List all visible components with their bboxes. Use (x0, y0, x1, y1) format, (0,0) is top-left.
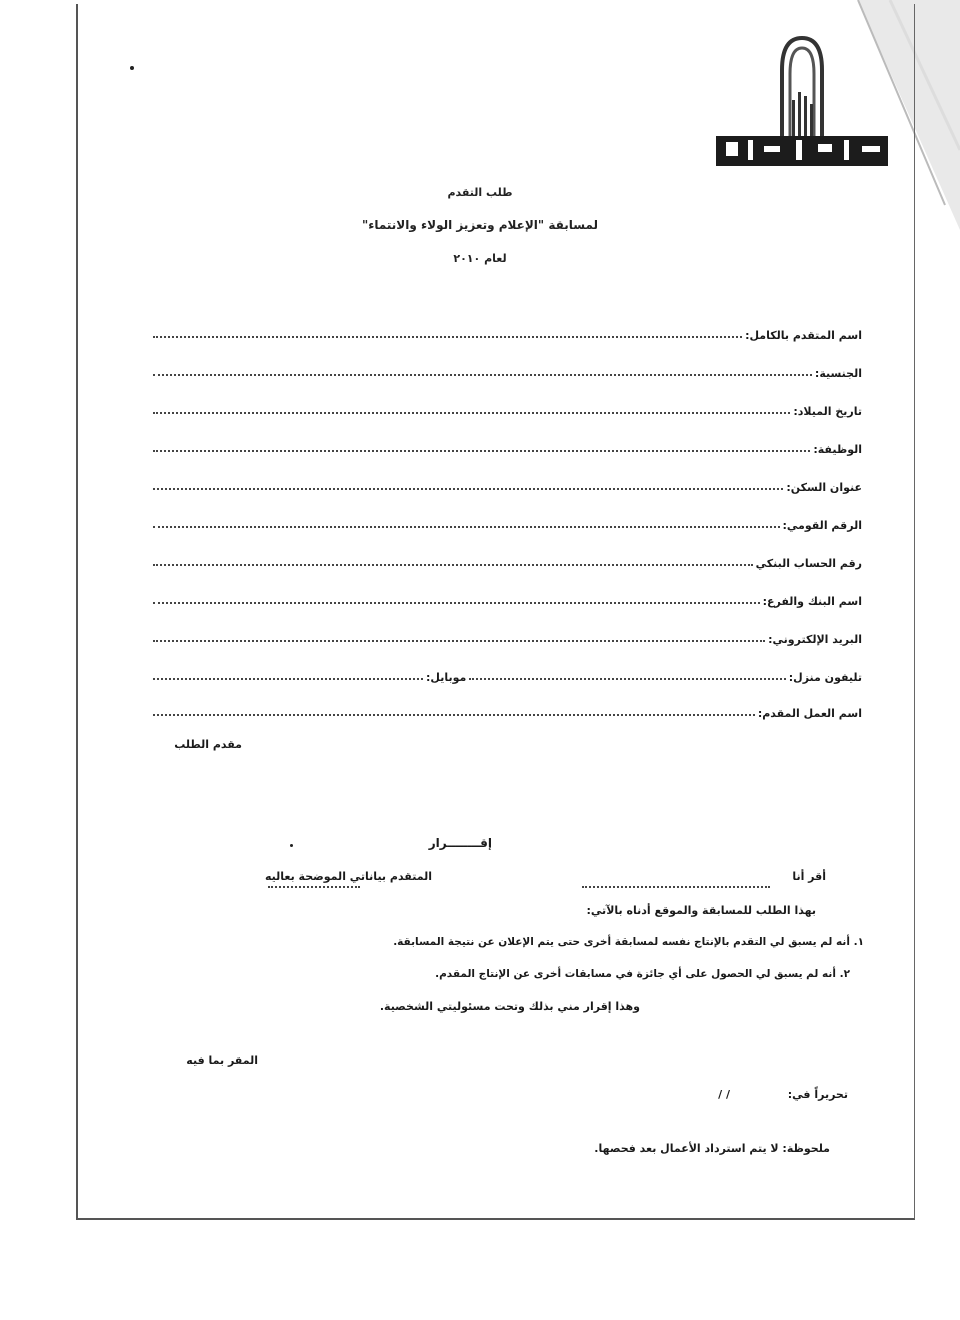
field-label: اسم العمل المقدم: (757, 707, 862, 720)
field-label: تليفون منزل: (788, 671, 862, 684)
field-label: رقم الحساب البنكي (755, 557, 862, 570)
field-label: الرقم القومي: (782, 519, 862, 532)
field-label: اسم المتقدم بالكامل: (745, 329, 862, 342)
field-email[interactable] (150, 626, 862, 646)
declaration-title: إقــــــــرار (428, 836, 492, 850)
declaration-line-continued: المتقدم بياناتي الموضحة بعاليه (264, 870, 432, 883)
competition-year: لعام ٢٠١٠ (453, 252, 507, 265)
field-blank[interactable] (153, 714, 755, 716)
field-phone[interactable] (150, 664, 862, 684)
signer-label: المقر بما فيه (186, 1054, 258, 1067)
scan-speck (290, 844, 293, 847)
field-bank-account[interactable] (150, 550, 862, 570)
date-label: تحريراً في: (787, 1088, 848, 1101)
field-national-id[interactable] (150, 512, 862, 532)
note: ملحوظة: لا يتم استرداد الأعمال بعد فحصها. (594, 1142, 830, 1155)
field-blank[interactable] (153, 336, 742, 338)
declaration-item-2: ٢. أنه لم يسبق لي الحصول على أي جائزة في مسابقات أخرى عن الإنتاج المقدم. (435, 968, 850, 980)
field-label: الجنسية: (814, 367, 862, 380)
field-nationality[interactable] (150, 360, 862, 380)
declaration-line-2: بهذا الطلب للمسابقة والموقع أدناه بالآتي: (586, 904, 816, 917)
field-submitted-work[interactable] (150, 700, 862, 720)
field-label: الوظيفة: (813, 443, 862, 456)
field-blank[interactable] (153, 374, 812, 376)
field-label: عنوان السكن: (786, 481, 862, 494)
field-blank[interactable] (153, 450, 810, 452)
mobile-label: موبايل: (426, 671, 467, 684)
field-full-name[interactable] (150, 322, 862, 342)
field-bank-branch[interactable] (150, 588, 862, 608)
field-blank[interactable] (153, 640, 765, 642)
field-label: اسم البنك والفرع: (762, 595, 862, 608)
competition-name: لمسابقة "الإعلام وتعزيز الولاء والانتماء" (361, 218, 599, 232)
field-occupation[interactable] (150, 436, 862, 456)
declarant-name-blank[interactable] (582, 886, 770, 888)
field-blank[interactable] (153, 412, 790, 414)
field-blank-mobile[interactable] (153, 678, 423, 680)
field-blank-home-phone[interactable] (469, 678, 785, 680)
field-address[interactable] (150, 474, 862, 494)
scan-speck (130, 66, 134, 70)
declaration-line-start: أقر أنا (792, 870, 826, 883)
applicant-signature-label: مقدم الطلب (174, 738, 242, 751)
field-label: تاريخ الميلاد: (793, 405, 862, 418)
field-blank[interactable] (153, 602, 760, 604)
declaration-closing: وهذا إقرار مني بذلك وتحت مسئوليتي الشخصية. (379, 1000, 640, 1013)
declaration-item-1: ١. أنه لم يسبق لي التقدم بالإنتاج نفسه لمسابقة أخرى حتى يتم الإعلان عن نتيجة المسابقة. (393, 936, 864, 948)
field-birth-date[interactable] (150, 398, 862, 418)
supreme-council-of-culture-logo (712, 34, 892, 174)
declarant-name-blank-2[interactable] (268, 886, 360, 888)
date-blank[interactable]: / / (718, 1088, 730, 1101)
field-blank[interactable] (153, 526, 780, 528)
field-label: البريد الإلكتروني: (768, 633, 862, 646)
field-blank[interactable] (153, 564, 753, 566)
field-blank[interactable] (153, 488, 783, 490)
form-title: طلب التقدم (447, 186, 513, 199)
